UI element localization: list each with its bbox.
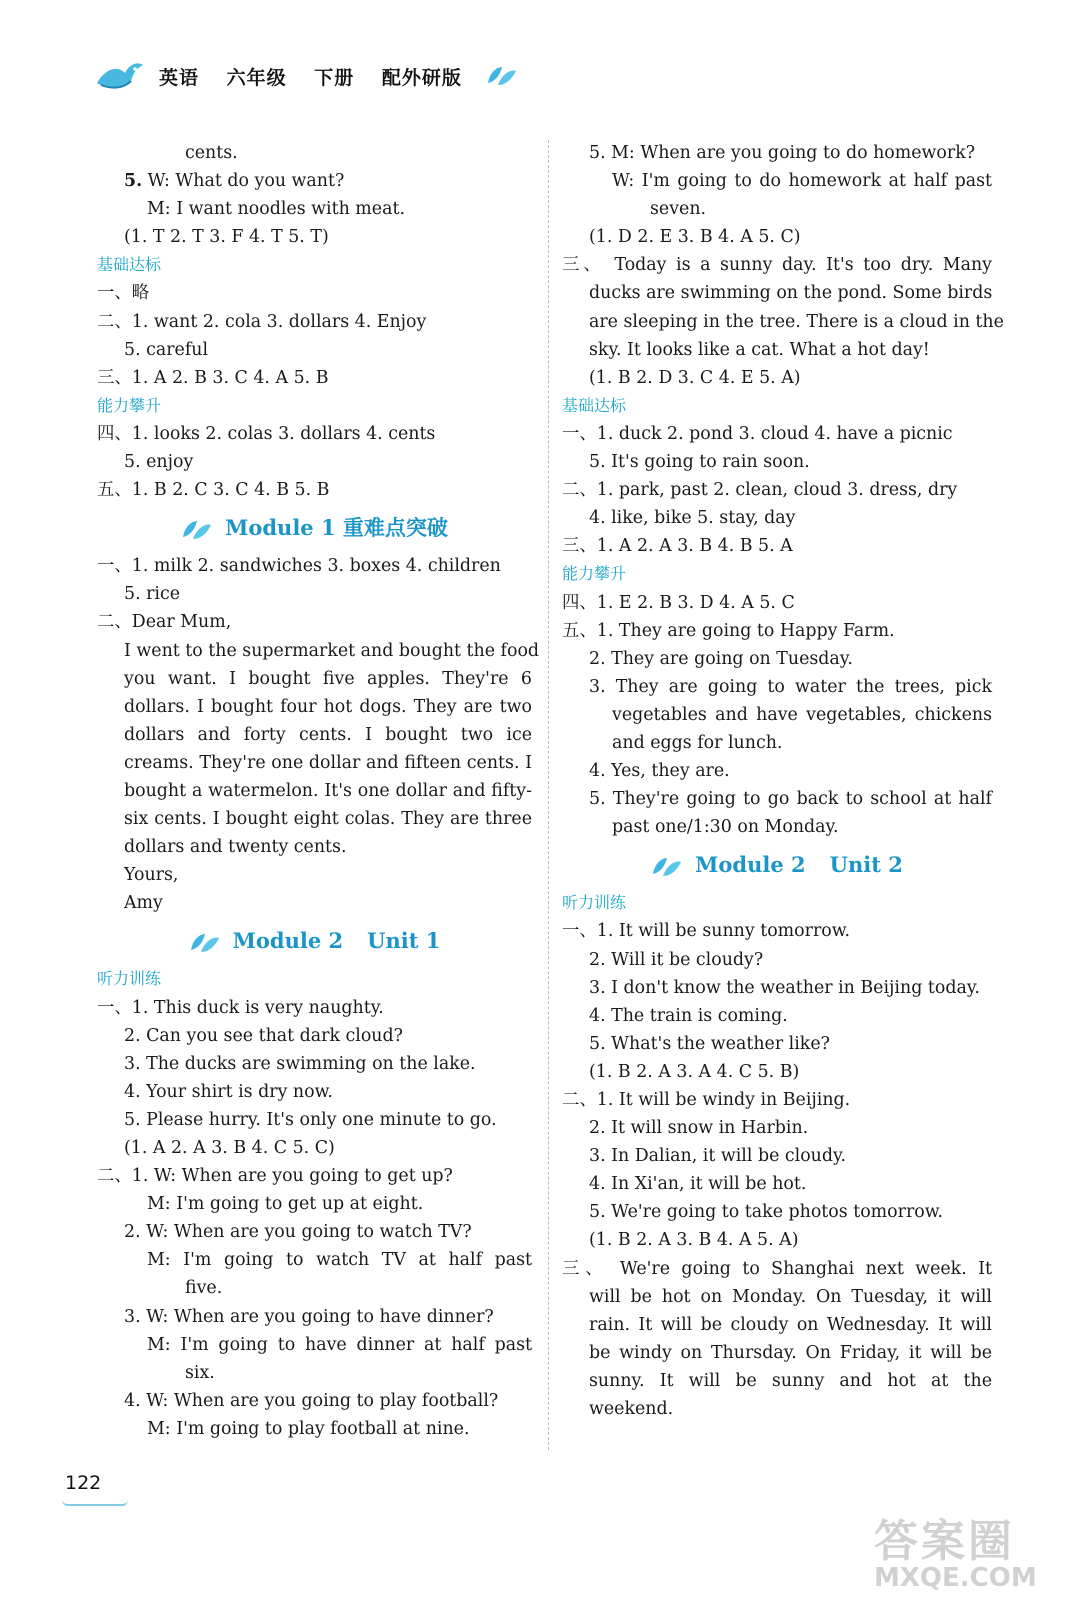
text-line: 4. In Xi'an, it will be hot. (589, 1174, 807, 1195)
answer-line: (1. B 2. D 3. C 4. E 5. A) (589, 367, 801, 388)
text-line: cents. (185, 143, 238, 163)
letter-line: I went to the supermarket and bought the food (124, 640, 540, 661)
section-heading-jichu: 基础达标 (562, 395, 627, 415)
header-volume: 下册 (314, 66, 355, 89)
text-line: 一、略 (97, 283, 150, 304)
section-heading-jichu: 基础达标 (97, 255, 162, 275)
text-line: 5. Please hurry. It's only one minute to go. (124, 1109, 497, 1130)
letter-closing: Yours, (124, 865, 179, 886)
page-number-underline (62, 1500, 128, 1506)
text-line: 5. We're going to take photos tomorrow. (589, 1202, 944, 1223)
dialogue-line: W: I'm going to do homework at half past (612, 171, 992, 192)
answer-line: 3. They are going to water the trees, pick (589, 676, 992, 697)
answer-line: 三、1. A 2. A 3. B 4. B 5. A (562, 536, 793, 557)
module-title-module: Module 2 (695, 852, 806, 878)
header-edition: 配外研版 (381, 66, 462, 89)
dialogue-line: M: I'm going to play football at nine. (147, 1418, 470, 1439)
dialogue-line: M: I'm going to watch TV at half past (147, 1250, 532, 1271)
text-line: 3. In Dalian, it will be cloudy. (589, 1146, 847, 1167)
letter-line: bought a watermelon. It's one dollar and fifty- (124, 780, 532, 801)
bird-logo-icon (95, 59, 145, 93)
text-line: 4. Your shirt is dry now. (124, 1081, 333, 1102)
answer-line: (1. B 2. A 3. B 4. A 5. A) (589, 1230, 799, 1251)
text-line: 5. What's the weather like? (589, 1033, 830, 1054)
answer-line: 5. enjoy (124, 452, 194, 473)
answer-line: 四、1. E 2. B 3. D 4. A 5. C (562, 592, 795, 613)
paragraph-line: sunny. It will be sunny and hot at the (589, 1370, 992, 1391)
text-line: 2. It will snow in Harbin. (589, 1118, 809, 1139)
section-heading-nengli: 能力攀升 (97, 395, 162, 415)
header-title (159, 63, 482, 90)
answer-line: 二、1. want 2. cola 3. dollars 4. Enjoy (97, 311, 427, 332)
paragraph-line: ducks are swimming on the pond. Some birds (589, 283, 993, 304)
letter-line: dollars and forty cents. I bought two ice (124, 724, 532, 745)
leaf-icon (651, 856, 683, 878)
module-title (97, 917, 532, 965)
watermark-text: 答案圈 (874, 1516, 1015, 1567)
text-line: M: I want noodles with meat. (147, 199, 405, 220)
answer-line: 二、1. park, past 2. clean, cloud 3. dress, dry (562, 480, 958, 501)
letter-line: six cents. I bought eight colas. They are three (124, 809, 532, 830)
module-title-text: Module 1 重难点突破 (225, 515, 448, 541)
answer-line: 5. careful (124, 339, 209, 360)
answer-line: 一、1. milk 2. sandwiches 3. boxes 4. children (97, 556, 501, 577)
watermark-url: MXQE.COM (874, 1563, 1037, 1593)
dialogue-line: M: I'm going to have dinner at half past (147, 1334, 532, 1355)
header-subject: 英语 (159, 66, 200, 89)
text-line: 4. The train is coming. (589, 1005, 788, 1026)
item-number: 5. (124, 171, 143, 192)
paragraph-line: weekend. (589, 1399, 674, 1420)
watermark (874, 1505, 1054, 1597)
letter-greeting: 二、Dear Mum, (97, 612, 232, 633)
dialogue-line: 3. W: When are you going to have dinner? (124, 1306, 494, 1327)
letter-line: dollars and twenty cents. (124, 837, 347, 858)
column-divider (548, 140, 549, 1450)
answer-line: 五、1. They are going to Happy Farm. (562, 620, 895, 641)
text-line: 3. I don't know the weather in Beijing today. (589, 977, 980, 998)
answer-line: and eggs for lunch. (612, 732, 783, 753)
dialogue-line: five. (185, 1278, 223, 1299)
module-title (97, 504, 532, 552)
leaf-icon (189, 932, 221, 954)
dialogue-line: M: I'm going to get up at eight. (147, 1194, 424, 1215)
answer-line: 2. They are going on Tuesday. (589, 648, 853, 669)
right-column (562, 139, 1004, 1423)
answer-line: 4. like, bike 5. stay, day (589, 508, 796, 529)
page-number: 122 (65, 1472, 102, 1494)
section-heading-tingli: 听力训练 (562, 893, 627, 913)
paragraph-line: be windy on Thursday. On Friday, it will be (589, 1342, 992, 1363)
section-heading-tingli: 听力训练 (97, 969, 162, 989)
section-heading-nengli: 能力攀升 (562, 564, 627, 584)
paragraph-line: 三、 We're going to Shanghai next week. It (562, 1258, 992, 1279)
dialogue-line: 4. W: When are you going to play football? (124, 1390, 499, 1411)
answer-line: past one/1:30 on Monday. (612, 817, 839, 838)
answer-line: (1. T 2. T 3. F 4. T 5. T) (124, 227, 329, 248)
module-title-unit: Unit 1 (367, 928, 441, 954)
module-title (562, 841, 992, 889)
answer-line: (1. B 2. A 3. A 4. C 5. B) (589, 1061, 800, 1082)
answer-line: vegetables and have vegetables, chickens (612, 704, 992, 725)
text-line: 一、1. This duck is very naughty. (97, 997, 384, 1018)
answer-line: 四、1. looks 2. colas 3. dollars 4. cents (97, 423, 436, 444)
answer-line: 三、1. A 2. B 3. C 4. A 5. B (97, 367, 329, 388)
dialogue-line: seven. (650, 199, 707, 220)
answer-line: (1. D 2. E 3. B 4. A 5. C) (589, 227, 801, 248)
letter-line: you want. I bought five apples. They're 6 (124, 668, 532, 689)
text-line: 2. Can you see that dark cloud? (124, 1025, 403, 1046)
leaf-icon (181, 519, 213, 541)
dialogue-line: 二、1. W: When are you going to get up? (97, 1166, 453, 1187)
paragraph-line: rain. It will be cloudy on Wednesday. It will (589, 1314, 992, 1335)
text-line: 3. The ducks are swimming on the lake. (124, 1053, 476, 1074)
answer-line: 一、1. duck 2. pond 3. cloud 4. have a picnic (562, 423, 953, 444)
answer-line: 5. It's going to rain soon. (589, 452, 810, 473)
answer-line: 五、1. B 2. C 3. C 4. B 5. B (97, 480, 330, 501)
paragraph-line: will be hot on Monday. On Tuesday, it will (589, 1286, 992, 1307)
page-header (95, 56, 518, 96)
leaf-icon (486, 65, 518, 87)
paragraph-line: sky. It looks like a cat. What a hot day! (589, 339, 930, 360)
module-title-module: Module 2 (232, 928, 344, 954)
text-line: 二、1. It will be windy in Beijing. (562, 1090, 851, 1110)
dialogue-line: 5. M: When are you going to do homework? (589, 143, 976, 163)
dialogue-line: 2. W: When are you going to watch TV? (124, 1222, 472, 1243)
header-grade: 六年级 (226, 66, 287, 89)
text-line: 一、1. It will be sunny tomorrow. (562, 921, 851, 942)
letter-signature: Amy (124, 893, 163, 914)
answer-line: 4. Yes, they are. (589, 761, 730, 782)
letter-line: dollars. I bought four hot dogs. They are two (124, 696, 532, 717)
text-line: 2. Will it be cloudy? (589, 949, 764, 970)
text-line (97, 167, 532, 195)
answer-line: 5. They're going to go back to school at half (589, 789, 992, 810)
dialogue-line: six. (185, 1362, 215, 1383)
answer-line: 5. rice (124, 584, 181, 605)
paragraph-line: 三、 Today is a sunny day. It's too dry. Many (562, 255, 992, 276)
module-title-unit: Unit 2 (829, 852, 903, 878)
left-column (97, 139, 540, 1443)
paragraph-line: are sleeping in the tree. There is a cloud in the (589, 311, 1004, 332)
letter-line: creams. They're one dollar and fifteen cents. I (124, 752, 532, 773)
answer-line: (1. A 2. A 3. B 4. C 5. C) (124, 1138, 335, 1158)
dialogue-line: W: What do you want? (142, 171, 345, 192)
